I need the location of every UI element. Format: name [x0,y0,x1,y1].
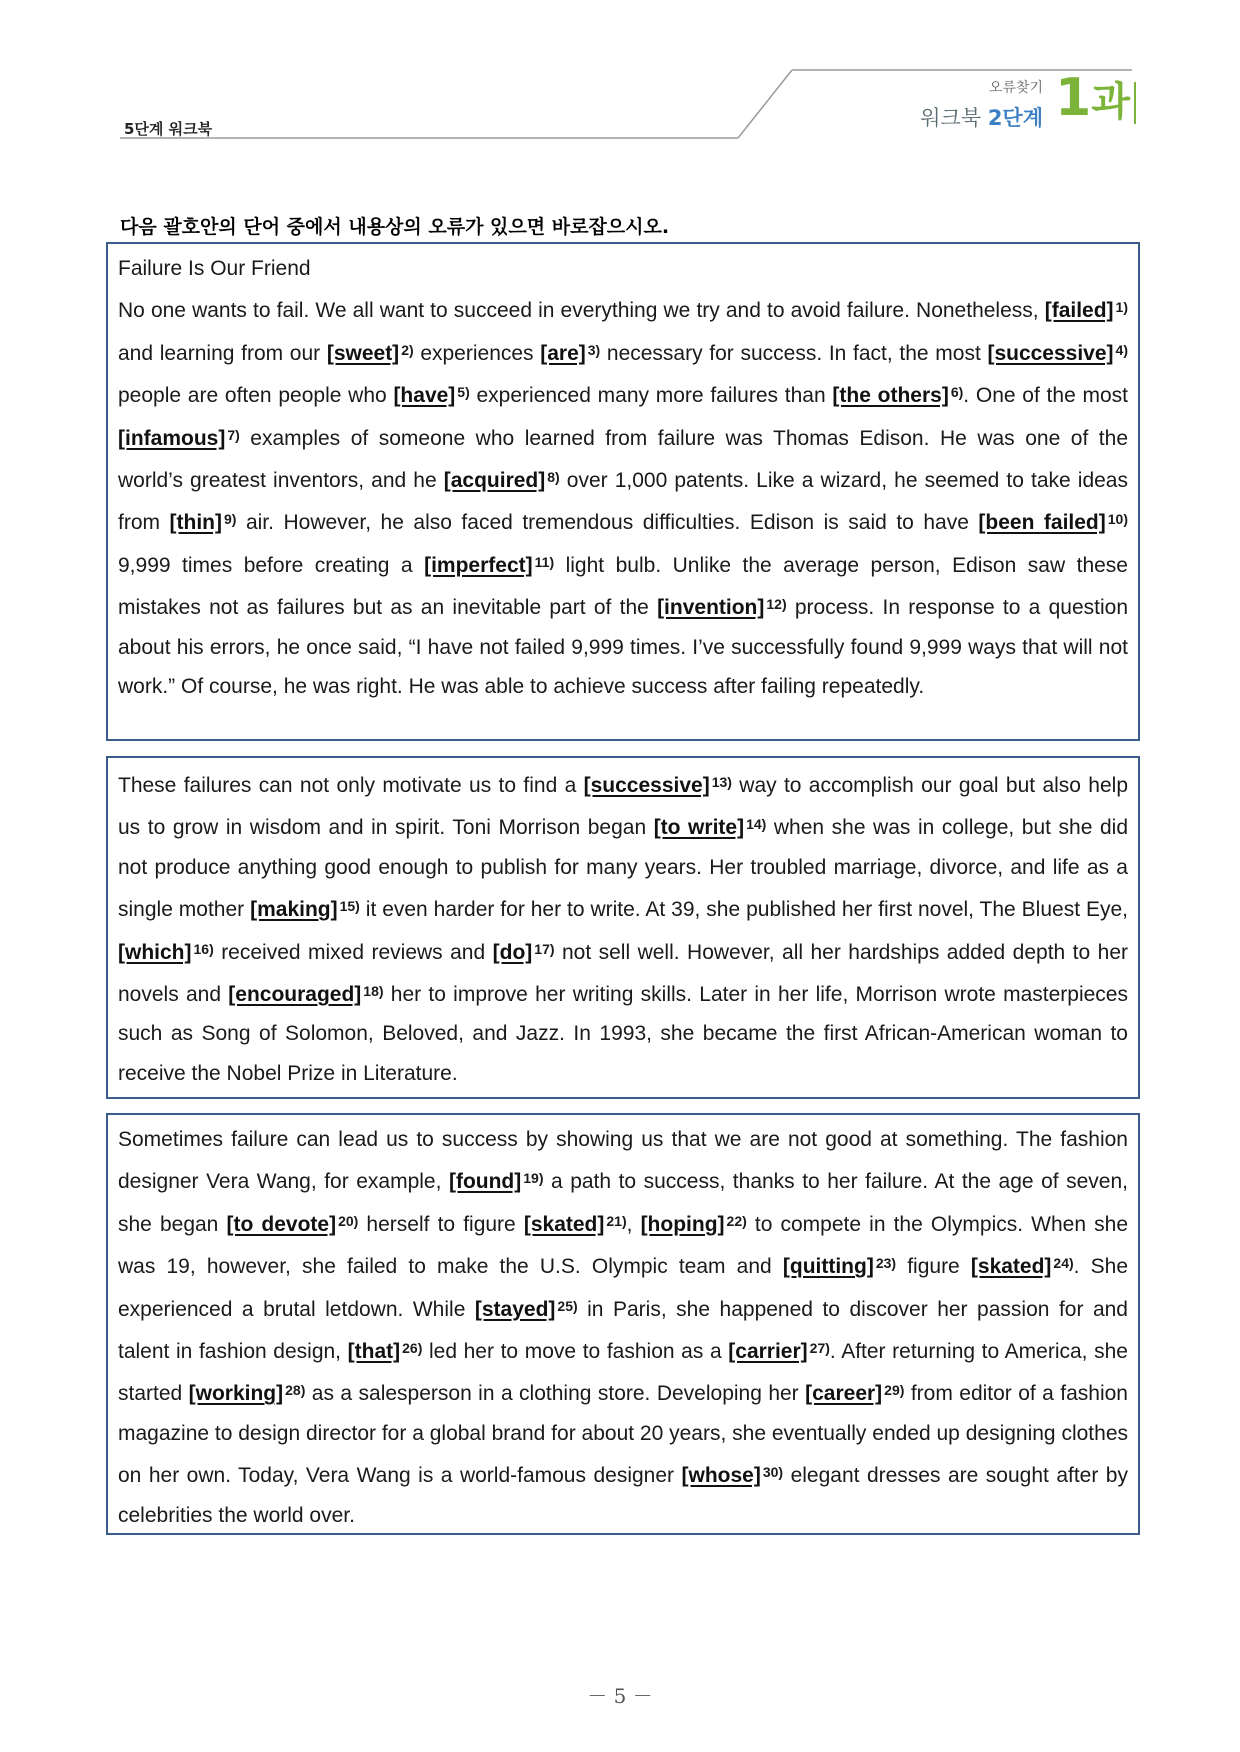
blank-word: [making] [250,898,338,922]
blank-word: [quitting] [782,1255,874,1279]
blank-word: [career] [805,1382,883,1406]
passage-text: as a salesperson in a clothing store. Developing her [305,1382,806,1406]
passage-text: 9,999 times before creating a [118,553,425,577]
passage-text: light bulb. Unlike the average person, Edison saw these mistakes not as failures but as an inevitable part of the [118,553,1128,620]
passage-text: . One of the most [963,384,1129,408]
blank-word: [that] [347,1340,401,1364]
blank-word: [carrier] [728,1340,808,1364]
passage-title: Failure Is Our Friend [118,257,311,280]
passage-text: in Paris, she happened to discover her passion for and talent in fashion design, [118,1297,1128,1364]
page-number: － 5 － [587,1684,653,1708]
passage-text: experienced many more failures than [469,384,833,408]
blank-word: [sweet] [326,341,400,365]
passage-text: . She experienced a brutal letdown. While [118,1255,1129,1321]
passage-text: to compete in the Olympics. When she was 19, however, she failed to make the U.S. Olympic team and [118,1212,1129,1279]
section-sub-label: 오류찾기 [988,80,1043,96]
passage-text: led her to move to fashion as a [422,1340,729,1364]
blank-word: [infamous] [118,426,226,450]
passage-text: over 1,000 patents. Like a wizard, he seemed to take ideas from [118,469,1128,535]
blank-word: [are] [540,341,586,365]
passage-text: No one wants to fail. We all want to succeed in everything we try and to avoid failure. Nonetheless, [118,299,1045,323]
workbook-stage-label [920,102,1043,132]
passage-text: These failures can not only motivate us to find a [118,774,584,797]
passage-text: herself to figure [358,1212,524,1236]
passage-text: , [626,1212,641,1236]
blank-number: 24) [1053,1255,1074,1272]
blank-number: 3) [587,341,601,358]
blank-number: 29) [884,1382,905,1399]
blank-number: 9) [224,511,237,528]
blank-word: [working] [188,1382,284,1406]
passage-box-1 [106,242,1140,741]
blank-word: [skated] [970,1255,1052,1279]
lesson-digit: 1 [1055,68,1092,128]
blank-number: 13) [711,774,732,790]
blank-word: [to write] [653,816,745,840]
passage-text: it even harder for her to write. At 39, she published her first novel, The Bluest Eye, [359,898,1128,922]
instruction: 다음 괄호안의 단어 중에서 내용상의 오류가 있으면 바로잡으시오. [120,216,670,238]
blank-number: 6) [950,384,964,401]
blank-number: 30) [762,1464,784,1481]
blank-word: [thin] [169,511,222,535]
workbook-level-label: 5단계 워크북 [124,120,213,138]
blank-number: 11) [534,553,555,570]
blank-number: 15) [339,898,360,915]
blank-number: 2) [401,341,414,358]
blank-word: [the others] [832,384,949,408]
lesson-suffix: 과 [1091,79,1130,125]
passage-box-3 [106,1113,1140,1535]
passage-text: Sometimes failure can lead us to success by showing us that we are not good at something. The fashion designer Vera Wang, for example, [118,1128,1128,1194]
passage-text: not sell well. However, all her hardships added depth to her novels and [118,940,1128,1007]
passage-text: people are often people who [118,384,394,408]
blank-word: [found] [448,1170,522,1194]
blank-number: 22) [726,1212,747,1229]
passage-text: from editor of a fashion magazine to design director for a global brand for about 20 years, she eventually ended up designing clothes on her own. Today, Vera Wang is a world-famous designer [118,1382,1128,1488]
blank-number: 28) [285,1382,306,1399]
blank-word: [successive] [583,774,710,797]
passage-text: when she was in college, but she did not produce anything good enough to publish for many years. Her troubled marriage, divorce, and life as a single mother [118,816,1129,922]
blank-number: 18) [363,983,384,1000]
blank-number: 26) [402,1340,423,1357]
passage-text: . After returning to America, she started [118,1340,1128,1406]
blank-word: [to devote] [226,1212,337,1236]
passage-text: examples of someone who learned from failure was Thomas Edison. He was one of the world’s greatest inventors, and he [118,426,1128,493]
passage-text: elegant dresses are sought after by celebrities the world over. [118,1464,1128,1527]
passage-text: and learning from our [118,341,327,365]
blank-number: 20) [338,1212,359,1229]
blank-word: [acquired] [443,469,546,493]
blank-number: 19) [523,1170,544,1187]
blank-word: [failed] [1044,299,1114,323]
stage-label: 2단계 [987,106,1043,130]
passage-text: her to improve her writing skills. Later in her life, Morrison wrote masterpieces such as Song of Solomon, Beloved, and Jazz. In 1993, she became the first African-American woman to receive the Nobel Prize in Literature. [118,983,1128,1085]
blank-word: [hoping] [640,1212,725,1236]
blank-word: [do] [492,940,533,964]
blank-number: 27) [809,1340,830,1357]
passage-text: a path to success, thanks to her failure. At the age of seven, she began [118,1170,1128,1236]
blank-word: [been failed] [978,511,1106,535]
blank-word: [encouraged] [228,983,362,1007]
blank-number: 21) [606,1212,627,1229]
blank-word: [successive] [987,341,1114,365]
blank-number: 16) [193,940,214,957]
blank-number: 10) [1107,511,1128,528]
passage-text: way to accomplish our goal but also help us to grow in wisdom and in spirit. Toni Morrison began [118,774,1129,840]
blank-number: 4) [1115,341,1128,358]
blank-number: 14) [746,816,767,833]
passage-box-2 [106,756,1140,1099]
passage-text: figure [896,1255,971,1279]
passage-text: process. In response to a question about his errors, he once said, “I have not failed 9,999 times. I’ve successfully found 9,999 ways that will not work.” Of course, he was right. He was able to achieve success after failing repeatedly. [118,596,1128,699]
lesson-number [1055,68,1130,128]
blank-number: 5) [457,384,470,401]
passage-text: experiences [413,341,541,365]
blank-number: 25) [557,1297,578,1314]
blank-word: [which] [118,940,192,964]
blank-word: [have] [393,384,456,408]
blank-number: 1) [1115,299,1128,316]
blank-number: 8) [547,469,560,486]
blank-word: [skated] [523,1212,605,1236]
passage-text: received mixed reviews and [213,940,493,964]
passage-text: necessary for success. In fact, the most [600,341,988,365]
blank-number: 17) [534,940,555,957]
blank-word: [whose] [681,1464,761,1488]
blank-word: [imperfect] [424,553,533,577]
passage-text: air. However, he also faced tremendous difficulties. Edison is said to have [236,511,979,535]
blank-number: 12) [766,596,787,613]
blank-word: [stayed] [474,1297,556,1321]
blank-number: 7) [227,426,240,443]
blank-number: 23) [875,1255,897,1272]
blank-word: [invention] [657,596,765,620]
book-label: 워크북 [920,106,982,130]
